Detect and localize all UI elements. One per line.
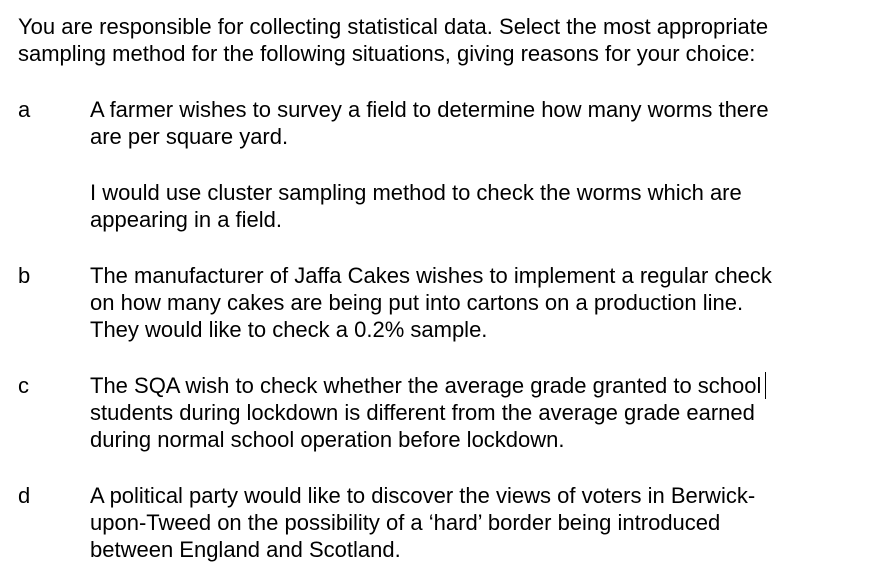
question-letter: a	[18, 97, 31, 122]
question-line	[90, 372, 870, 399]
question-text	[90, 262, 870, 343]
question-line-text: The SQA wish to check whether the average grade granted to school	[90, 373, 762, 398]
question-line: on how many cakes are being put into cartons on a production line.	[90, 290, 744, 315]
question-line: upon-Tweed on the possibility of a ‘hard’ border being introduced	[90, 510, 721, 535]
question-text	[90, 482, 870, 563]
question-line: students during lockdown is different from the average grade earned	[90, 400, 755, 425]
answer-line[interactable]: I would use cluster sampling method to check the worms which are	[90, 180, 742, 205]
question-letter: b	[18, 263, 31, 288]
instructions	[18, 13, 868, 67]
instructions-line-1: You are responsible for collecting statistical data. Select the most appropriate	[18, 14, 769, 39]
question-text	[90, 372, 870, 453]
question-letter: c	[18, 373, 29, 398]
question-line: The manufacturer of Jaffa Cakes wishes to implement a regular check	[90, 263, 772, 288]
question-line: A farmer wishes to survey a field to determine how many worms there	[90, 97, 769, 122]
text-cursor	[765, 372, 766, 399]
instructions-line-2: sampling method for the following situations, giving reasons for your choice:	[18, 41, 756, 66]
question-line: They would like to check a 0.2% sample.	[90, 317, 488, 342]
question-text	[90, 96, 870, 150]
answer-line[interactable]: appearing in a field.	[90, 207, 283, 232]
question-line: during normal school operation before lockdown.	[90, 427, 565, 452]
question-line: between England and Scotland.	[90, 537, 401, 562]
question-letter: d	[18, 483, 31, 508]
question-line: are per square yard.	[90, 124, 289, 149]
question-line: A political party would like to discover the views of voters in Berwick-	[90, 483, 756, 508]
answer-a[interactable]	[90, 179, 870, 233]
